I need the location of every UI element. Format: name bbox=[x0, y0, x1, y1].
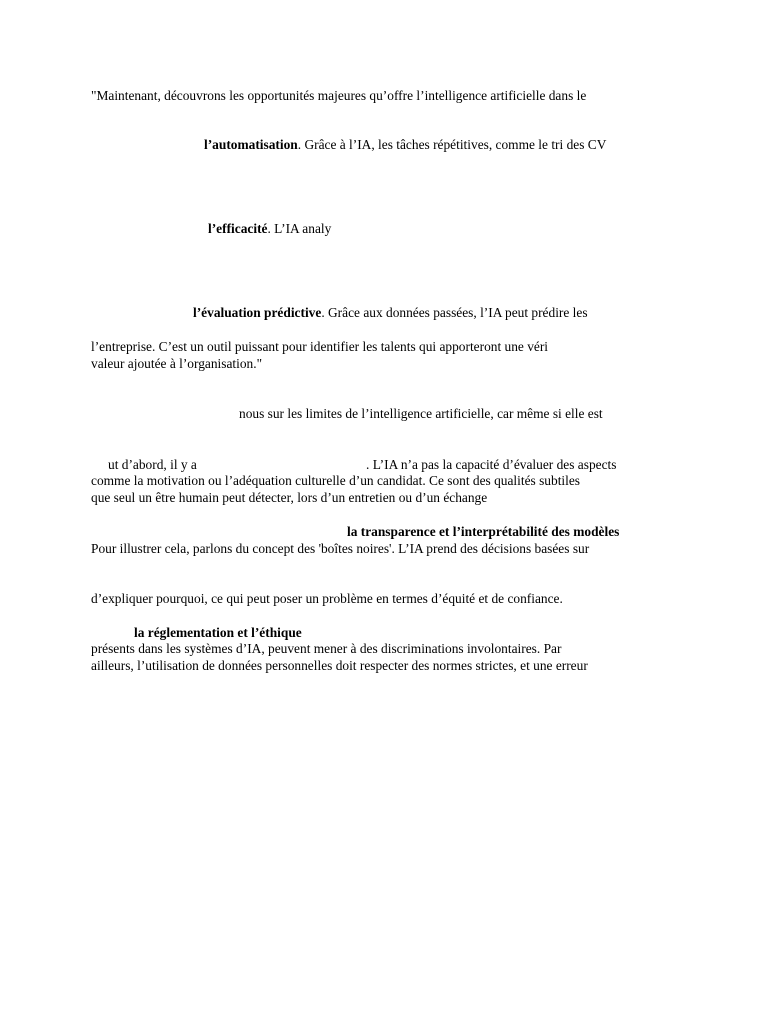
line-bold-text: la transparence et l’interprétabilité des modèles bbox=[347, 524, 620, 539]
text-line-8 bbox=[108, 457, 197, 473]
text-line-13 bbox=[91, 541, 589, 557]
line-text: . Grâce à l’IA, les tâches répétitives, comme le tri des CV bbox=[297, 137, 607, 152]
line-text: Pour illustrer cela, parlons du concept des 'boîtes noires'. L’IA prend des décisions basées sur bbox=[91, 541, 590, 556]
line-text: . L’IA n’a pas la capacité d’évaluer des aspects bbox=[366, 457, 617, 472]
line-bold-text: l’évaluation prédictive bbox=[193, 305, 322, 320]
line-text: ut d’abord, il y a bbox=[108, 457, 197, 472]
text-line-3 bbox=[208, 221, 331, 237]
text-line-4 bbox=[193, 305, 588, 321]
text-line-5 bbox=[91, 339, 548, 355]
line-text: . L’IA analy bbox=[267, 221, 332, 236]
text-line-2 bbox=[204, 137, 606, 153]
line-text: "Maintenant, découvrons les opportunités majeures qu’offre l’intelligence artificielle dans le bbox=[91, 88, 587, 103]
text-line-16 bbox=[91, 641, 561, 657]
text-line-11 bbox=[91, 490, 487, 506]
line-text: d’expliquer pourquoi, ce qui peut poser un problème en termes d’équité et de confiance. bbox=[91, 591, 563, 606]
line-text: comme la motivation ou l’adéquation culturelle d’un candidat. Ce sont des qualités subtiles bbox=[91, 473, 581, 488]
line-bold-text: l’automatisation bbox=[204, 137, 298, 152]
text-line-15 bbox=[134, 625, 302, 641]
text-line-1 bbox=[91, 88, 586, 104]
line-text: que seul un être humain peut détecter, lors d’un entretien ou d’un échange bbox=[91, 490, 488, 505]
line-bold-text: l’efficacité bbox=[208, 221, 268, 236]
text-line-10 bbox=[91, 473, 580, 489]
line-text: l’entreprise. C’est un outil puissant pour identifier les talents qui apporteront une véri bbox=[91, 339, 549, 354]
line-text: présents dans les systèmes d’IA, peuvent mener à des discriminations involontaires. Par bbox=[91, 641, 562, 656]
line-text: nous sur les limites de l’intelligence artificielle, car même si elle est bbox=[239, 406, 603, 421]
text-line-6 bbox=[91, 356, 262, 372]
line-bold-text: la réglementation et l’éthique bbox=[134, 625, 302, 640]
text-line-7 bbox=[239, 406, 603, 422]
text-line-9 bbox=[366, 457, 616, 473]
text-line-12 bbox=[347, 524, 619, 540]
line-text: . Grâce aux données passées, l’IA peut prédire les bbox=[321, 305, 588, 320]
line-text: valeur ajoutée à l’organisation." bbox=[91, 356, 263, 371]
text-line-17 bbox=[91, 658, 588, 674]
line-text: ailleurs, l’utilisation de données personnelles doit respecter des normes strictes, et une erreur bbox=[91, 658, 588, 673]
text-line-14 bbox=[91, 591, 563, 607]
